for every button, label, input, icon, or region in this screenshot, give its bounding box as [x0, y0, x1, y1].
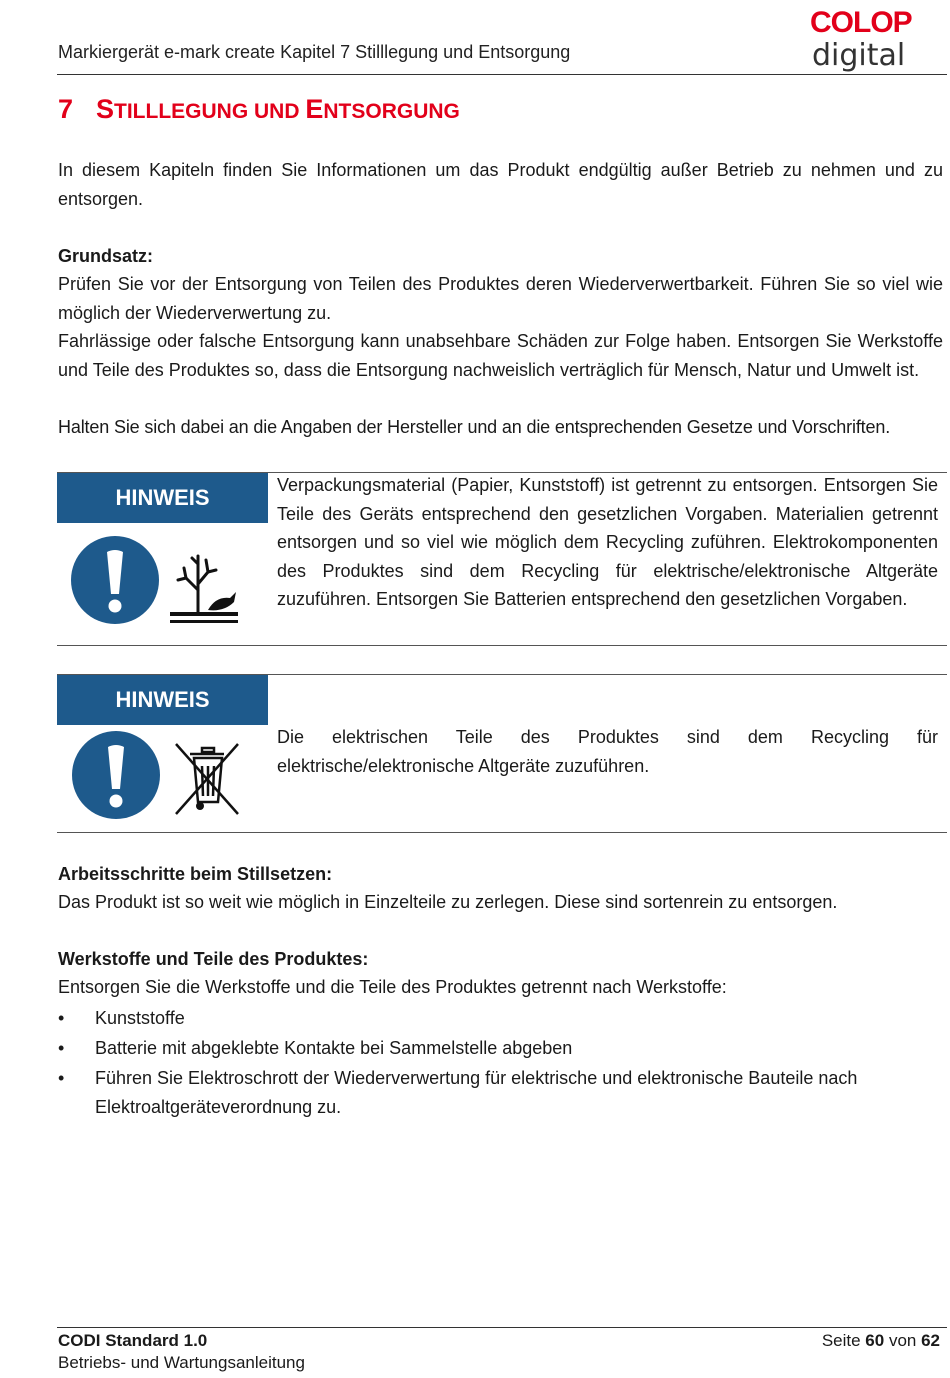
notice2-bottom-rule: [57, 832, 947, 833]
grundsatz-paragraph-3: Halten Sie sich dabei an die Angaben der Hersteller und an die entsprechenden Gesetze und Vorschriften.: [58, 417, 891, 437]
chapter-title-part2: NTSORGUNG: [323, 100, 460, 123]
page-prefix: Seite: [821, 1331, 866, 1350]
crossed-bin-icon: [172, 742, 242, 816]
footer-divider: [57, 1327, 947, 1328]
list-item: [58, 1034, 938, 1064]
bullet-symbol: •: [58, 1068, 65, 1088]
list-item: [58, 1064, 938, 1124]
list-item-text: Kunststoffe: [95, 1008, 185, 1028]
grundsatz-heading: Grundsatz:: [58, 246, 154, 266]
page-total: 62: [921, 1331, 940, 1350]
footer-left: [58, 1330, 305, 1374]
chapter-number: 7: [58, 94, 74, 124]
chapter-title-initial-e: E: [305, 94, 324, 124]
footer-manual: Betriebs- und Wartungsanleitung: [58, 1353, 305, 1372]
chapter-title-initial-s: S: [96, 94, 115, 124]
steps-heading: Arbeitsschritte beim Stillsetzen:: [58, 864, 333, 884]
chapter-heading: [58, 94, 460, 125]
list-item: [58, 1004, 938, 1034]
footer-standard: CODI Standard 1.0: [58, 1331, 208, 1350]
notice2-text: Die elektrischen Teile des Produktes sind dem Recycling für elektrische/elektronische Altgeräte zuzuführen.: [277, 727, 938, 776]
logo-digital-text: digital: [812, 38, 906, 73]
header-title: Markiergerät e-mark create Kapitel 7 Stilllegung und Entsorgung: [58, 42, 571, 62]
notice2-hinweis-label: HINWEIS: [57, 675, 268, 725]
notice1-hinweis-label: HINWEIS: [57, 473, 268, 523]
exclamation-icon: [71, 536, 159, 624]
list-item-text: Batterie mit abgeklebte Kontakte bei Sammelstelle abgeben: [95, 1038, 573, 1058]
notice1-text: Verpackungsmaterial (Papier, Kunststoff) ist getrennt zu entsorgen. Entsorgen Sie Teile des Geräts entsprechend den gesetzlichen Vorgaben. Materialien getrennt entsorgen und so viel wie möglich dem Recycling zuführen. Elektrokomponenten des Produktes sind dem Recycling für elektrische/elektronische Altgeräte zuzuführen. Entsorgen Sie Batterien entsprechend den gesetzlichen Vorgaben.: [277, 475, 938, 610]
bullet-symbol: •: [58, 1008, 65, 1028]
footer-page-number: [822, 1330, 940, 1352]
page-current: 60: [865, 1331, 885, 1350]
materials-text: Entsorgen Sie die Werkstoffe und die Teile des Produktes getrennt nach Werkstoffe:: [58, 977, 727, 997]
exclamation-icon: [72, 731, 160, 819]
materials-heading: Werkstoffe und Teile des Produktes:: [58, 949, 369, 969]
notice1-bottom-rule: [57, 645, 947, 646]
list-item-text: Führen Sie Elektroschrott der Wiederverwertung für elektrische und elektronische Bauteile nach Elektroaltgeräteverordnung zu.: [95, 1068, 858, 1117]
grundsatz-paragraph-2: Fahrlässige oder falsche Entsorgung kann unabsehbare Schäden zur Folge haben. Entsorgen Sie Werkstoffe und Teile des Produktes so, dass die Entsorgung nachweislich verträglich für Mensch, Natur und Umwelt ist.: [58, 331, 943, 380]
colop-digital-logo: [810, 6, 920, 72]
grundsatz-paragraph-1: Prüfen Sie vor der Entsorgung von Teilen des Produktes deren Wiederverwertbarkeit. Führen Sie so viel wie möglich der Wiederverwertung zu.: [58, 274, 943, 323]
page-middle: von: [884, 1331, 922, 1350]
logo-colop-text: COLOP: [810, 6, 912, 39]
steps-text: Das Produkt ist so weit wie möglich in Einzelteile zu zerlegen. Diese sind sortenrein zu entsorgen.: [58, 892, 838, 912]
bullet-symbol: •: [58, 1038, 65, 1058]
intro-paragraph: In diesem Kapiteln finden Sie Informationen um das Produkt endgültig außer Betrieb zu nehmen und zu entsorgen.: [58, 160, 943, 209]
environment-hazard-icon: [168, 550, 240, 624]
header-divider: [57, 74, 947, 75]
chapter-title-part1: TILLLEGUNG UND: [114, 100, 306, 123]
